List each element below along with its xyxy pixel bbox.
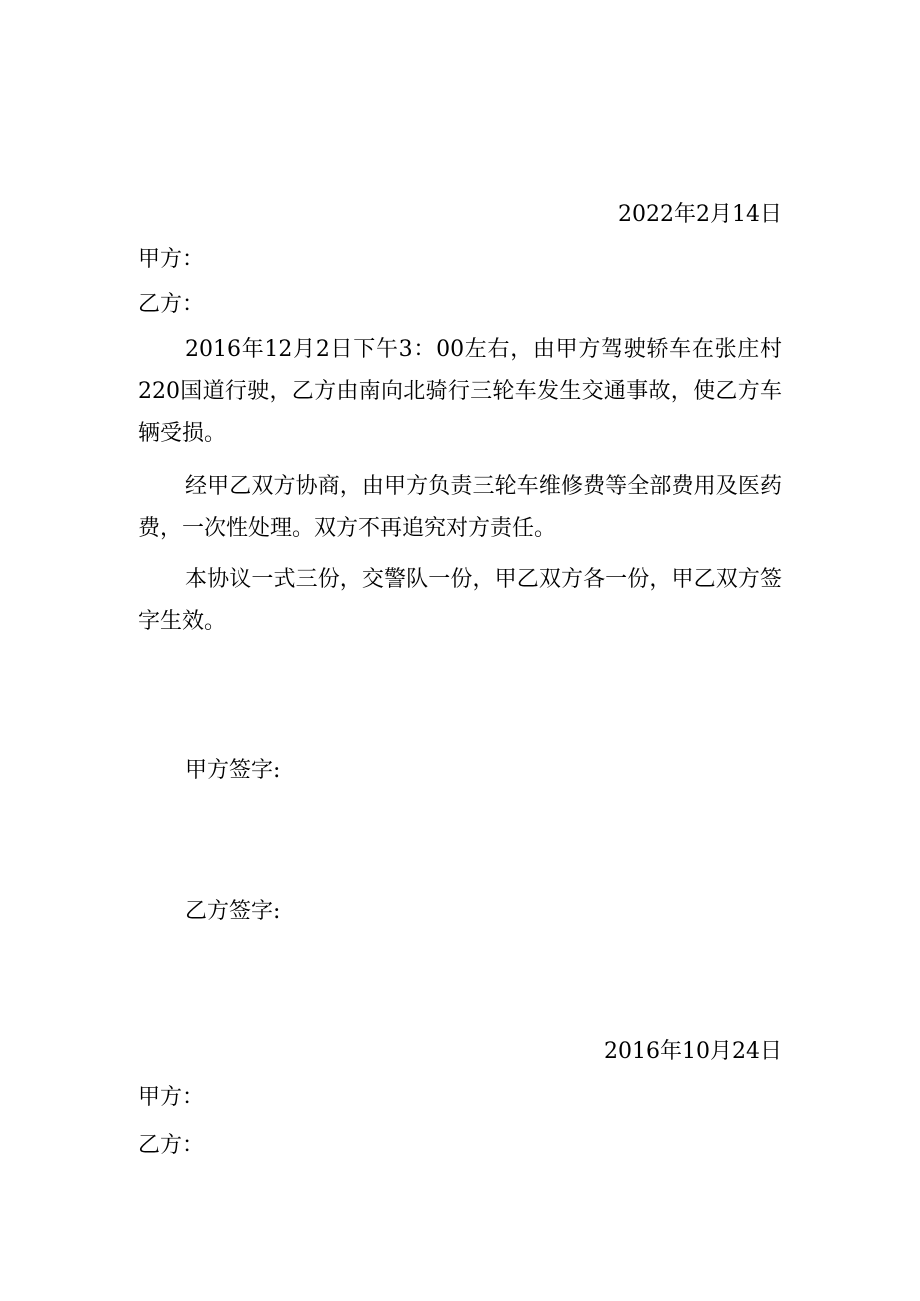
party-a-signature-label: 甲方签字: — [185, 758, 281, 783]
copies-paragraph: 本协议一式三份，交警队一份，甲乙双方各一份，甲乙双方签字生效。 — [138, 567, 782, 634]
settlement-paragraph: 经甲乙双方协商，由甲方负责三轮车维修费等全部费用及医药费，一次性处理。双方不再追究对方责任。 — [138, 474, 782, 541]
second-party-b-label: 乙方： — [138, 1133, 205, 1158]
accident-description-paragraph: 2016年12月2日下午3：00左右，由甲方驾驶轿车在张庄村220国道行驶，乙方由南向北骑行三轮车发生交通事故，使乙方车辆受损。 — [138, 337, 782, 446]
second-party-a-label: 甲方： — [138, 1085, 205, 1110]
party-b-signature-label: 乙方签字: — [185, 899, 281, 924]
second-document-date: 2016年10月24日 — [604, 1039, 782, 1064]
document-page — [138, 0, 782, 1301]
document-date: 2022年2月14日 — [618, 202, 782, 227]
party-b-label: 乙方： — [138, 292, 205, 317]
party-a-label: 甲方： — [138, 247, 205, 272]
